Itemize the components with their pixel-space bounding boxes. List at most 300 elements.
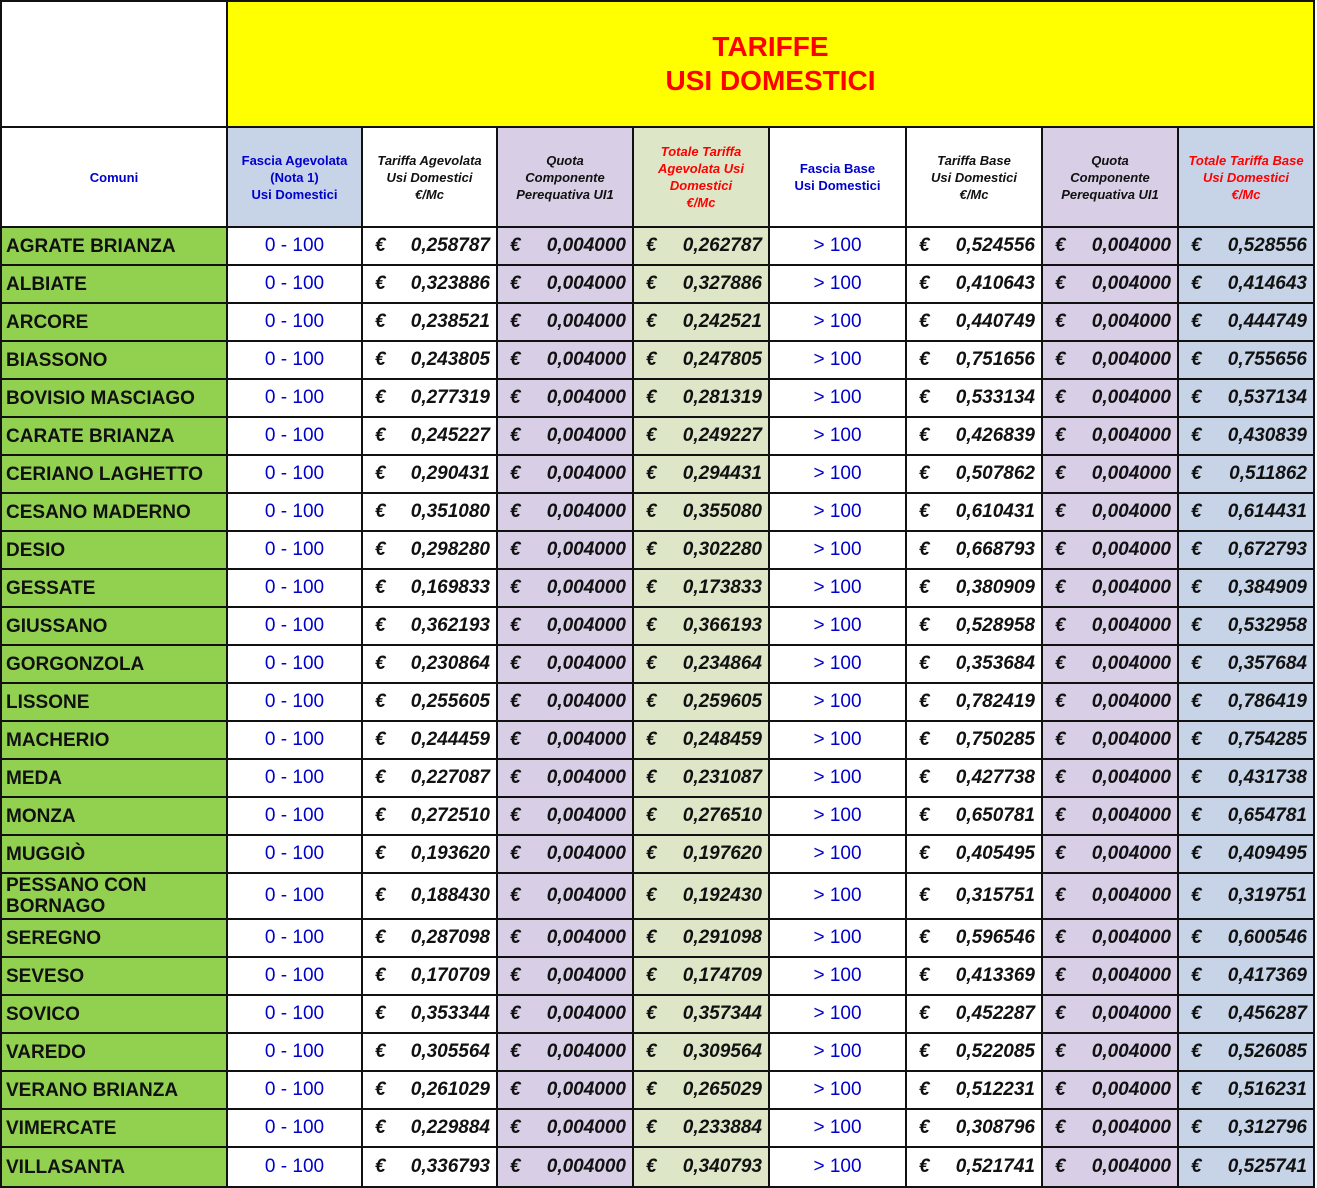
value-quota-perequativa-2: 0,004000 (1091, 843, 1171, 864)
value-tariffa-base: 0,410643 (955, 273, 1035, 294)
cell-fascia-agevolata (228, 684, 363, 722)
cell-fascia-agevolata (228, 920, 363, 958)
euro-sign: € (375, 691, 386, 712)
cell-totale-base (1179, 920, 1315, 958)
cell-quota-perequativa-2 (1043, 1034, 1179, 1072)
cell-totale-agevolata (634, 532, 770, 570)
cell-fascia-base (770, 958, 907, 996)
cell-comune (0, 874, 228, 920)
euro-sign: € (510, 577, 521, 598)
value-tariffa-base: 0,426839 (955, 425, 1035, 446)
cell-comune (0, 380, 228, 418)
cell-comune (0, 1072, 228, 1110)
euro-sign: € (510, 927, 521, 948)
value-comune: LISSONE (6, 691, 90, 713)
cell-quota-perequativa-2 (1043, 228, 1179, 266)
value-totale-base: 0,384909 (1227, 577, 1307, 598)
euro-sign: € (1055, 311, 1066, 332)
euro-sign: € (375, 615, 386, 636)
header-fascia-base-line: Usi Domestici (794, 178, 881, 193)
header-totale-agevolata (634, 128, 770, 228)
cell-tariffa-agevolata (363, 1034, 498, 1072)
cell-fascia-agevolata (228, 342, 363, 380)
value-totale-agevolata: 0,309564 (682, 1041, 762, 1062)
cell-totale-agevolata (634, 836, 770, 874)
value-quota-perequativa-2: 0,004000 (1091, 235, 1171, 256)
title-line-2: USI DOMESTICI (665, 65, 876, 96)
value-tariffa-base: 0,315751 (955, 885, 1035, 906)
header-totale-agevolata-line: Totale Tariffa (660, 144, 742, 159)
value-tariffa-agevolata: 0,244459 (410, 729, 490, 750)
value-quota-perequativa-2: 0,004000 (1091, 463, 1171, 484)
euro-sign: € (375, 463, 386, 484)
euro-sign: € (1191, 1041, 1202, 1062)
value-tariffa-agevolata: 0,258787 (410, 235, 490, 256)
cell-quota-perequativa-2 (1043, 608, 1179, 646)
euro-sign: € (375, 1041, 386, 1062)
cell-fascia-agevolata (228, 874, 363, 920)
value-quota-perequativa-2: 0,004000 (1091, 1156, 1171, 1177)
cell-fascia-agevolata (228, 304, 363, 342)
cell-tariffa-agevolata (363, 266, 498, 304)
cell-quota-perequativa-2 (1043, 1110, 1179, 1148)
value-tariffa-agevolata: 0,227087 (410, 767, 490, 788)
euro-sign: € (1055, 805, 1066, 826)
cell-fascia-agevolata (228, 266, 363, 304)
cell-fascia-base (770, 304, 907, 342)
cell-fascia-base (770, 760, 907, 798)
value-fascia-base: > 100 (813, 463, 862, 484)
cell-quota-perequativa-2 (1043, 342, 1179, 380)
value-tariffa-base: 0,452287 (955, 1003, 1035, 1024)
value-comune: VAREDO (6, 1041, 86, 1063)
cell-tariffa-agevolata (363, 380, 498, 418)
euro-sign: € (1055, 885, 1066, 906)
table-title (228, 0, 1315, 128)
value-totale-agevolata: 0,340793 (682, 1156, 762, 1177)
euro-sign: € (919, 1079, 930, 1100)
cell-quota-perequativa-2 (1043, 684, 1179, 722)
cell-comune (0, 722, 228, 760)
value-quota-perequativa-1: 0,004000 (546, 805, 626, 826)
cell-tariffa-agevolata (363, 1072, 498, 1110)
cell-quota-perequativa-1 (498, 684, 634, 722)
cell-quota-perequativa-2 (1043, 380, 1179, 418)
cell-tariffa-base (907, 996, 1043, 1034)
euro-sign: € (646, 653, 657, 674)
euro-sign: € (1191, 653, 1202, 674)
cell-totale-base (1179, 996, 1315, 1034)
cell-fascia-agevolata (228, 1034, 363, 1072)
value-comune: CARATE BRIANZA (6, 425, 175, 447)
value-tariffa-base: 0,750285 (955, 729, 1035, 750)
title-line-1: TARIFFE (712, 31, 829, 62)
value-tariffa-base: 0,650781 (955, 805, 1035, 826)
euro-sign: € (1191, 539, 1202, 560)
euro-sign: € (1055, 843, 1066, 864)
value-fascia-agevolata: 0 - 100 (264, 1003, 325, 1024)
value-fascia-base: > 100 (813, 273, 862, 294)
euro-sign: € (919, 1156, 930, 1177)
value-comune: BOVISIO MASCIAGO (6, 387, 195, 409)
cell-totale-base (1179, 958, 1315, 996)
cell-totale-agevolata (634, 684, 770, 722)
value-fascia-agevolata: 0 - 100 (264, 273, 325, 294)
value-fascia-agevolata: 0 - 100 (264, 235, 325, 256)
cell-tariffa-agevolata (363, 798, 498, 836)
value-quota-perequativa-2: 0,004000 (1091, 691, 1171, 712)
euro-sign: € (375, 349, 386, 370)
value-comune: SEVESO (6, 965, 85, 987)
euro-sign: € (510, 539, 521, 560)
cell-quota-perequativa-2 (1043, 456, 1179, 494)
euro-sign: € (919, 311, 930, 332)
header-quota-perequativa-1 (498, 128, 634, 228)
cell-tariffa-base (907, 836, 1043, 874)
cell-totale-base (1179, 266, 1315, 304)
cell-quota-perequativa-2 (1043, 494, 1179, 532)
euro-sign: € (1055, 235, 1066, 256)
cell-quota-perequativa-1 (498, 1110, 634, 1148)
value-comune: SEREGNO (6, 927, 102, 949)
cell-tariffa-agevolata (363, 836, 498, 874)
euro-sign: € (1191, 425, 1202, 446)
value-totale-base: 0,754285 (1227, 729, 1307, 750)
value-totale-agevolata: 0,231087 (682, 767, 762, 788)
cell-comune (0, 646, 228, 684)
cell-totale-base (1179, 228, 1315, 266)
value-tariffa-agevolata: 0,188430 (410, 885, 490, 906)
header-tariffa-base-line: €/Mc (959, 186, 989, 202)
cell-comune (0, 494, 228, 532)
value-tariffa-agevolata: 0,323886 (410, 273, 490, 294)
euro-sign: € (1055, 349, 1066, 370)
value-fascia-agevolata: 0 - 100 (264, 1041, 325, 1062)
euro-sign: € (919, 1003, 930, 1024)
header-tariffa-base-line: Usi Domestici (931, 169, 1017, 185)
cell-fascia-base (770, 608, 907, 646)
value-quota-perequativa-1: 0,004000 (546, 273, 626, 294)
cell-tariffa-agevolata (363, 608, 498, 646)
euro-sign: € (646, 1117, 657, 1138)
euro-sign: € (1191, 691, 1202, 712)
cell-fascia-base (770, 684, 907, 722)
value-totale-agevolata: 0,247805 (682, 349, 762, 370)
euro-sign: € (375, 1003, 386, 1024)
cell-comune (0, 958, 228, 996)
value-quota-perequativa-2: 0,004000 (1091, 653, 1171, 674)
cell-quota-perequativa-2 (1043, 874, 1179, 920)
header-fascia-base (770, 128, 907, 228)
value-quota-perequativa-2: 0,004000 (1091, 1041, 1171, 1062)
value-tariffa-agevolata: 0,298280 (410, 539, 490, 560)
cell-comune (0, 1034, 228, 1072)
cell-comune (0, 996, 228, 1034)
euro-sign: € (1055, 767, 1066, 788)
value-quota-perequativa-1: 0,004000 (546, 1117, 626, 1138)
cell-comune (0, 684, 228, 722)
value-tariffa-agevolata: 0,169833 (410, 577, 490, 598)
cell-totale-base (1179, 1034, 1315, 1072)
value-tariffa-base: 0,512231 (955, 1079, 1035, 1100)
euro-sign: € (919, 501, 930, 522)
euro-sign: € (375, 729, 386, 750)
cell-totale-agevolata (634, 1148, 770, 1188)
cell-fascia-agevolata (228, 958, 363, 996)
cell-fascia-base (770, 494, 907, 532)
cell-comune (0, 608, 228, 646)
value-quota-perequativa-1: 0,004000 (546, 349, 626, 370)
cell-fascia-base (770, 532, 907, 570)
value-comune: AGRATE BRIANZA (6, 235, 176, 257)
cell-tariffa-agevolata (363, 570, 498, 608)
value-tariffa-base: 0,782419 (955, 691, 1035, 712)
euro-sign: € (510, 463, 521, 484)
euro-sign: € (646, 349, 657, 370)
header-quota-perequativa-1-line: Componente (525, 169, 605, 185)
euro-sign: € (919, 349, 930, 370)
euro-sign: € (1191, 615, 1202, 636)
cell-fascia-agevolata (228, 418, 363, 456)
value-quota-perequativa-2: 0,004000 (1091, 965, 1171, 986)
euro-sign: € (1191, 927, 1202, 948)
cell-totale-agevolata (634, 608, 770, 646)
value-quota-perequativa-2: 0,004000 (1091, 501, 1171, 522)
value-totale-agevolata: 0,233884 (682, 1117, 762, 1138)
cell-quota-perequativa-2 (1043, 958, 1179, 996)
header-tariffa-base-line: Tariffa Base (937, 152, 1011, 168)
cell-fascia-base (770, 570, 907, 608)
euro-sign: € (646, 885, 657, 906)
cell-totale-base (1179, 342, 1315, 380)
cell-fascia-base (770, 418, 907, 456)
value-tariffa-agevolata: 0,353344 (410, 1003, 490, 1024)
value-fascia-base: > 100 (813, 653, 862, 674)
value-tariffa-agevolata: 0,272510 (410, 805, 490, 826)
value-totale-base: 0,786419 (1227, 691, 1307, 712)
value-totale-base: 0,430839 (1227, 425, 1307, 446)
cell-fascia-base (770, 920, 907, 958)
cell-fascia-agevolata (228, 722, 363, 760)
cell-fascia-agevolata (228, 1072, 363, 1110)
euro-sign: € (510, 311, 521, 332)
value-totale-agevolata: 0,197620 (682, 843, 762, 864)
value-tariffa-agevolata: 0,243805 (410, 349, 490, 370)
cell-quota-perequativa-1 (498, 996, 634, 1034)
euro-sign: € (510, 1003, 521, 1024)
cell-comune (0, 760, 228, 798)
cell-quota-perequativa-1 (498, 532, 634, 570)
value-totale-agevolata: 0,249227 (682, 425, 762, 446)
euro-sign: € (919, 463, 930, 484)
cell-totale-agevolata (634, 342, 770, 380)
cell-tariffa-agevolata (363, 304, 498, 342)
header-totale-agevolata-line: Agevolata Usi (658, 161, 744, 176)
value-totale-base: 0,319751 (1227, 885, 1307, 906)
value-quota-perequativa-2: 0,004000 (1091, 1079, 1171, 1100)
cell-tariffa-base (907, 304, 1043, 342)
value-comune: MONZA (6, 805, 76, 827)
value-comune: VIMERCATE (6, 1117, 117, 1139)
cell-totale-base (1179, 304, 1315, 342)
value-tariffa-base: 0,308796 (955, 1117, 1035, 1138)
euro-sign: € (1191, 235, 1202, 256)
euro-sign: € (1055, 273, 1066, 294)
cell-quota-perequativa-1 (498, 760, 634, 798)
value-totale-agevolata: 0,291098 (682, 927, 762, 948)
value-fascia-base: > 100 (813, 1117, 862, 1138)
value-fascia-base: > 100 (813, 349, 862, 370)
value-tariffa-base: 0,413369 (955, 965, 1035, 986)
cell-totale-base (1179, 570, 1315, 608)
value-fascia-agevolata: 0 - 100 (264, 653, 325, 674)
euro-sign: € (510, 387, 521, 408)
value-tariffa-base: 0,610431 (955, 501, 1035, 522)
euro-sign: € (646, 805, 657, 826)
value-totale-base: 0,755656 (1227, 349, 1307, 370)
value-fascia-agevolata: 0 - 100 (264, 463, 325, 484)
value-tariffa-agevolata: 0,261029 (410, 1079, 490, 1100)
cell-fascia-base (770, 1034, 907, 1072)
cell-totale-agevolata (634, 1110, 770, 1148)
value-quota-perequativa-1: 0,004000 (546, 843, 626, 864)
cell-comune (0, 304, 228, 342)
value-tariffa-agevolata: 0,287098 (410, 927, 490, 948)
euro-sign: € (510, 1041, 521, 1062)
cell-totale-agevolata (634, 1072, 770, 1110)
euro-sign: € (510, 349, 521, 370)
value-tariffa-base: 0,440749 (955, 311, 1035, 332)
euro-sign: € (1055, 1003, 1066, 1024)
euro-sign: € (646, 387, 657, 408)
value-comune: MEDA (6, 767, 62, 789)
cell-fascia-agevolata (228, 996, 363, 1034)
cell-totale-base (1179, 836, 1315, 874)
cell-tariffa-agevolata (363, 494, 498, 532)
value-totale-base: 0,614431 (1227, 501, 1307, 522)
euro-sign: € (919, 1041, 930, 1062)
header-fascia-base-line: Fascia Base (799, 161, 876, 176)
value-totale-base: 0,357684 (1227, 653, 1307, 674)
value-fascia-agevolata: 0 - 100 (264, 387, 325, 408)
value-totale-base: 0,312796 (1227, 1117, 1307, 1138)
euro-sign: € (646, 767, 657, 788)
euro-sign: € (1191, 843, 1202, 864)
value-quota-perequativa-2: 0,004000 (1091, 311, 1171, 332)
euro-sign: € (1191, 729, 1202, 750)
cell-quota-perequativa-2 (1043, 836, 1179, 874)
euro-sign: € (919, 885, 930, 906)
header-comune (0, 128, 228, 228)
value-quota-perequativa-2: 0,004000 (1091, 615, 1171, 636)
cell-totale-base (1179, 646, 1315, 684)
value-quota-perequativa-1: 0,004000 (546, 1156, 626, 1177)
value-fascia-base: > 100 (813, 539, 862, 560)
value-fascia-base: > 100 (813, 767, 862, 788)
cell-quota-perequativa-1 (498, 798, 634, 836)
value-fascia-base: > 100 (813, 1079, 862, 1100)
cell-totale-agevolata (634, 418, 770, 456)
value-fascia-base: > 100 (813, 927, 862, 948)
value-fascia-agevolata: 0 - 100 (264, 805, 325, 826)
cell-tariffa-agevolata (363, 342, 498, 380)
value-quota-perequativa-1: 0,004000 (546, 577, 626, 598)
euro-sign: € (375, 843, 386, 864)
euro-sign: € (1191, 311, 1202, 332)
value-comune: GORGONZOLA (6, 653, 145, 675)
euro-sign: € (1055, 1041, 1066, 1062)
cell-quota-perequativa-1 (498, 874, 634, 920)
header-fascia-agevolata-line: Usi Domestici (251, 186, 338, 202)
cell-fascia-agevolata (228, 646, 363, 684)
header-totale-agevolata-line: Domestici (669, 178, 733, 193)
value-comune: BIASSONO (6, 349, 108, 371)
value-fascia-agevolata: 0 - 100 (264, 501, 325, 522)
value-totale-base: 0,417369 (1227, 965, 1307, 986)
euro-sign: € (1191, 501, 1202, 522)
cell-totale-agevolata (634, 646, 770, 684)
cell-fascia-agevolata (228, 760, 363, 798)
euro-sign: € (375, 767, 386, 788)
value-fascia-agevolata: 0 - 100 (264, 1156, 325, 1177)
value-totale-base: 0,526085 (1227, 1041, 1307, 1062)
value-fascia-base: > 100 (813, 691, 862, 712)
value-fascia-base: > 100 (813, 885, 862, 906)
cell-quota-perequativa-1 (498, 958, 634, 996)
euro-sign: € (919, 965, 930, 986)
cell-tariffa-base (907, 380, 1043, 418)
value-fascia-agevolata: 0 - 100 (264, 767, 325, 788)
euro-sign: € (375, 539, 386, 560)
euro-sign: € (646, 235, 657, 256)
value-fascia-agevolata: 0 - 100 (264, 1079, 325, 1100)
value-comune: VILLASANTA (6, 1156, 125, 1178)
value-totale-agevolata: 0,248459 (682, 729, 762, 750)
cell-totale-agevolata (634, 920, 770, 958)
euro-sign: € (375, 805, 386, 826)
value-fascia-base: > 100 (813, 615, 862, 636)
header-quota-perequativa-2-line: Perequativa UI1 (1061, 186, 1159, 202)
euro-sign: € (919, 805, 930, 826)
euro-sign: € (1055, 387, 1066, 408)
euro-sign: € (646, 1003, 657, 1024)
value-comune: CERIANO LAGHETTO (6, 463, 204, 485)
euro-sign: € (510, 805, 521, 826)
cell-quota-perequativa-1 (498, 1148, 634, 1188)
value-tariffa-agevolata: 0,193620 (410, 843, 490, 864)
value-comune: MUGGIÒ (6, 843, 86, 865)
euro-sign: € (919, 387, 930, 408)
value-tariffa-agevolata: 0,238521 (410, 311, 490, 332)
value-comune: GIUSSANO (6, 615, 108, 637)
value-totale-agevolata: 0,242521 (682, 311, 762, 332)
value-fascia-base: > 100 (813, 965, 862, 986)
value-totale-base: 0,444749 (1227, 311, 1307, 332)
euro-sign: € (375, 425, 386, 446)
cell-tariffa-base (907, 494, 1043, 532)
euro-sign: € (510, 425, 521, 446)
euro-sign: € (646, 927, 657, 948)
euro-sign: € (1055, 1079, 1066, 1100)
value-fascia-agevolata: 0 - 100 (264, 965, 325, 986)
cell-comune (0, 456, 228, 494)
value-quota-perequativa-1: 0,004000 (546, 463, 626, 484)
cell-tariffa-base (907, 798, 1043, 836)
euro-sign: € (1191, 1003, 1202, 1024)
cell-fascia-base (770, 1072, 907, 1110)
cell-quota-perequativa-2 (1043, 570, 1179, 608)
value-totale-agevolata: 0,234864 (682, 653, 762, 674)
